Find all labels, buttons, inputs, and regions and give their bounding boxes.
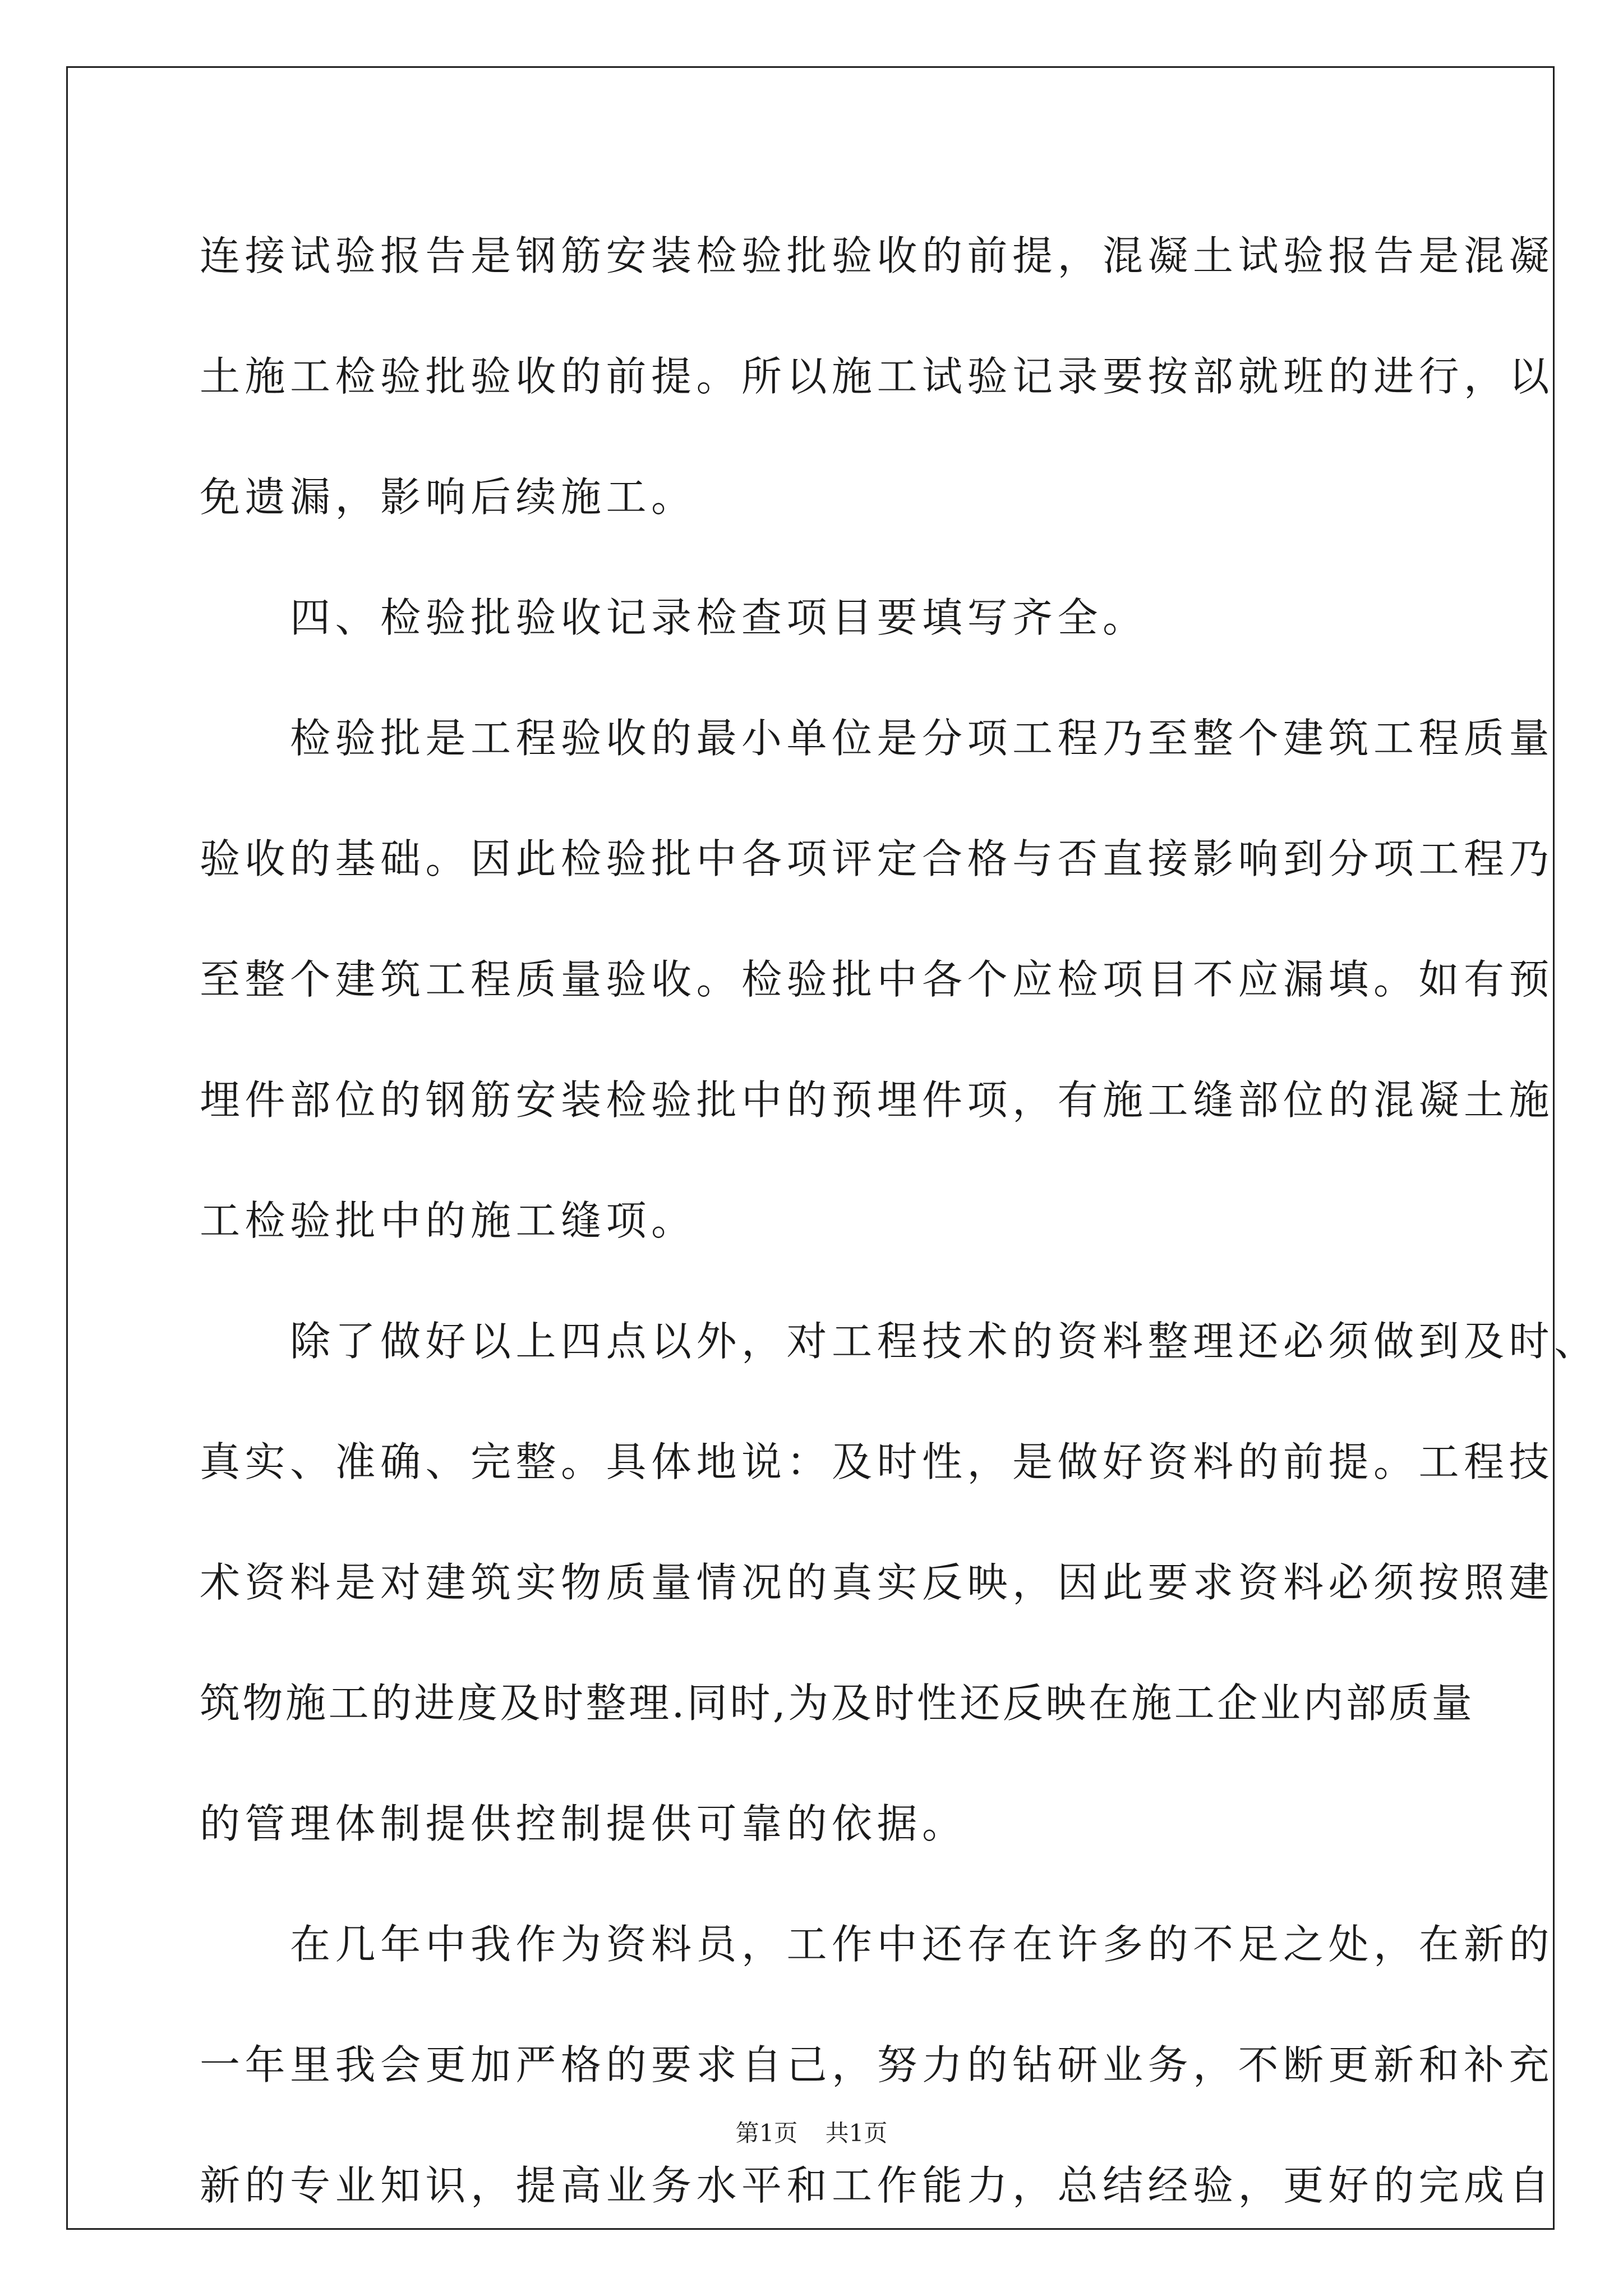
text-line-17: 新的专业知识，提高业务水平和工作能力，总结经验，更好的完成自 bbox=[200, 2162, 1555, 2209]
text-line-1: 连接试验报告是钢筋安装检验批验收的前提，混凝土试验报告是混凝 bbox=[200, 232, 1555, 279]
page-footer bbox=[0, 2115, 1623, 2148]
text-line-16: 一年里我会更加严格的要求自己，努力的钻研业务，不断更新和补充 bbox=[200, 2041, 1555, 2088]
text-line-3: 免遗漏，影响后续施工。 bbox=[200, 473, 697, 521]
text-line-7: 至整个建筑工程质量验收。检验批中各个应检项目不应漏填。如有预 bbox=[200, 956, 1555, 1003]
text-line-8: 埋件部位的钢筋安装检验批中的预埋件项，有施工缝部位的混凝土施 bbox=[200, 1076, 1555, 1124]
text-line-11: 真实、准确、完整。具体地说：及时性，是做好资料的前提。工程技 bbox=[200, 1438, 1555, 1485]
text-line-15: 在几年中我作为资料员，工作中还存在许多的不足之处，在新的 bbox=[200, 1921, 1555, 1968]
text-line-10: 除了做好以上四点以外，对工程技术的资料整理还必须做到及时、 bbox=[200, 1318, 1599, 1365]
page-number-total: 共1页 bbox=[825, 2119, 888, 2147]
text-line-12: 术资料是对建筑实物质量情况的真实反映，因此要求资料必须按照建 bbox=[200, 1559, 1555, 1606]
text-line-6: 验收的基础。因此检验批中各项评定合格与否直接影响到分项工程乃 bbox=[200, 835, 1555, 882]
section-heading-4: 四、检验批验收记录检查项目要填写齐全。 bbox=[200, 594, 1148, 641]
text-line-13: 筑物施工的进度及时整理.同时,为及时性还反映在施工企业内部质量 bbox=[200, 1680, 1475, 1727]
text-line-14: 的管理体制提供控制提供可靠的依据。 bbox=[200, 1800, 967, 1847]
text-line-2: 土施工检验批验收的前提。所以施工试验记录要按部就班的进行，以 bbox=[200, 353, 1555, 400]
text-line-9: 工检验批中的施工缝项。 bbox=[200, 1197, 697, 1244]
page-number-current: 第1页 bbox=[735, 2119, 798, 2147]
text-line-5: 检验批是工程验收的最小单位是分项工程乃至整个建筑工程质量 bbox=[200, 715, 1555, 762]
